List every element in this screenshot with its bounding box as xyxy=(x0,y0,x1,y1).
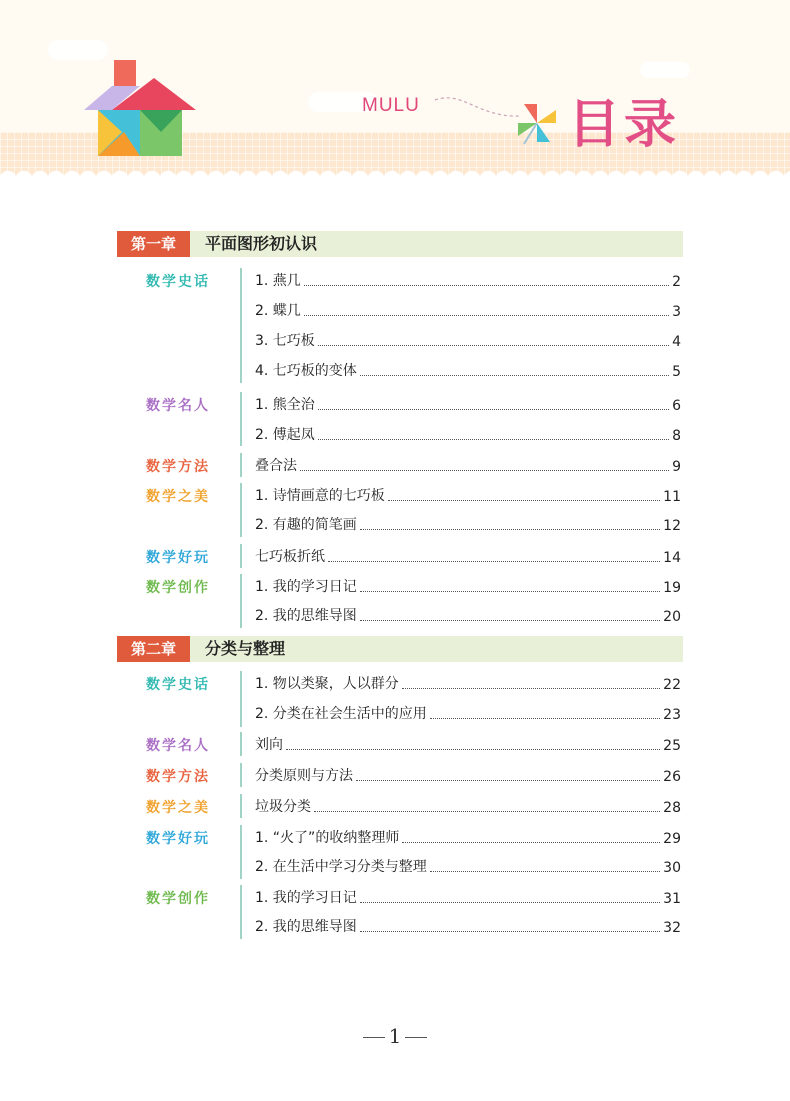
section-label: 数学方法 xyxy=(146,769,210,785)
toc-entry[interactable] xyxy=(255,330,681,350)
toc-entry[interactable] xyxy=(255,827,681,847)
toc-entry[interactable] xyxy=(255,576,681,596)
tangram-house-icon xyxy=(84,60,196,160)
toc-entry[interactable] xyxy=(255,734,681,754)
section-label: 数学之美 xyxy=(146,800,210,816)
page-number: 5 xyxy=(672,364,681,380)
section-divider xyxy=(240,671,242,727)
dot-leader xyxy=(356,779,660,781)
scallop-edge xyxy=(0,165,790,178)
tangram-pinwheel-icon xyxy=(514,100,560,146)
section-divider xyxy=(240,794,242,818)
entry-title: 垃圾分类 xyxy=(255,799,311,815)
dashed-curve xyxy=(433,88,523,128)
toc-entry[interactable] xyxy=(255,485,681,505)
entry-title: 1. 物以类聚，人以群分 xyxy=(255,676,399,692)
mulu-label: MULU xyxy=(362,95,420,116)
toc-entry[interactable] xyxy=(255,514,681,534)
cloud-decoration xyxy=(48,40,108,60)
page-number: 23 xyxy=(663,707,681,723)
chapter-title: 分类与整理 xyxy=(205,639,286,658)
toc-entry[interactable] xyxy=(255,703,681,723)
toc-entry[interactable] xyxy=(255,673,681,693)
cloud-decoration xyxy=(640,62,690,78)
section-label: 数学名人 xyxy=(146,738,210,754)
toc-entry[interactable] xyxy=(255,394,681,414)
dot-leader xyxy=(430,870,660,872)
section-label: 数学好玩 xyxy=(146,550,210,566)
dot-leader xyxy=(300,469,669,471)
page-number: 31 xyxy=(663,891,681,907)
entry-title: 2. 我的思维导图 xyxy=(255,919,357,935)
toc-entry[interactable] xyxy=(255,546,681,566)
entry-title: 2. 傅起凤 xyxy=(255,427,315,443)
page-number: 12 xyxy=(663,518,681,534)
page-footer xyxy=(0,1024,790,1048)
footer-rule xyxy=(363,1037,385,1038)
page-number: 25 xyxy=(663,738,681,754)
entry-title: 4. 七巧板的变体 xyxy=(255,363,357,379)
chapter-number: 第二章 xyxy=(117,636,190,662)
dot-leader xyxy=(328,560,660,562)
section-divider xyxy=(240,885,242,939)
entry-title: 1. 诗情画意的七巧板 xyxy=(255,488,385,504)
entry-title: 2. 在生活中学习分类与整理 xyxy=(255,859,427,875)
section-label: 数学之美 xyxy=(146,489,210,505)
page-number: 9 xyxy=(672,459,681,475)
dot-leader xyxy=(360,619,660,621)
toc-entry[interactable] xyxy=(255,270,681,290)
entry-title: 1. “火了”的收纳整理师 xyxy=(255,830,400,846)
page-number: 19 xyxy=(663,580,681,596)
section-label: 数学名人 xyxy=(146,398,210,414)
dot-leader xyxy=(318,408,669,410)
section-label: 数学方法 xyxy=(146,459,210,475)
page-number: 28 xyxy=(663,800,681,816)
page-number-footer: 1 xyxy=(388,1024,402,1048)
toc-entry[interactable] xyxy=(255,300,681,320)
toc-entry[interactable] xyxy=(255,765,681,785)
toc-entry[interactable] xyxy=(255,796,681,816)
entry-title: 1. 熊全治 xyxy=(255,397,315,413)
section-divider xyxy=(240,544,242,568)
dot-leader xyxy=(360,528,660,530)
page-number: 11 xyxy=(663,489,681,505)
page-number: 2 xyxy=(672,274,681,290)
dot-leader xyxy=(318,344,669,346)
entry-title: 1. 我的学习日记 xyxy=(255,579,357,595)
entry-title: 1. 我的学习日记 xyxy=(255,890,357,906)
toc-entry[interactable] xyxy=(255,360,681,380)
toc-entry[interactable] xyxy=(255,455,681,475)
section-label: 数学史话 xyxy=(146,677,210,693)
dot-leader xyxy=(304,284,669,286)
toc-entry[interactable] xyxy=(255,887,681,907)
entry-title: 3. 七巧板 xyxy=(255,333,315,349)
page-number: 22 xyxy=(663,677,681,693)
chapter-header xyxy=(117,231,683,257)
entry-title: 2. 我的思维导图 xyxy=(255,608,357,624)
page-number: 30 xyxy=(663,860,681,876)
section-label: 数学好玩 xyxy=(146,831,210,847)
dot-leader xyxy=(360,590,660,592)
section-divider xyxy=(240,763,242,787)
section-label: 数学史话 xyxy=(146,274,210,290)
header-banner xyxy=(0,0,790,178)
section-label: 数学创作 xyxy=(146,891,210,907)
dot-leader xyxy=(318,438,669,440)
entry-title: 2. 分类在社会生活中的应用 xyxy=(255,706,427,722)
page-title: 目录 xyxy=(568,95,681,155)
page-number: 14 xyxy=(663,550,681,566)
section-divider xyxy=(240,574,242,628)
dot-leader xyxy=(388,499,660,501)
section-label: 数学创作 xyxy=(146,580,210,596)
dot-leader xyxy=(402,841,660,843)
section-divider xyxy=(240,483,242,537)
toc-entry[interactable] xyxy=(255,916,681,936)
section-divider xyxy=(240,453,242,477)
entry-title: 刘向 xyxy=(255,737,283,753)
entry-title: 2. 蝶几 xyxy=(255,303,301,319)
page-number: 26 xyxy=(663,769,681,785)
toc-entry[interactable] xyxy=(255,856,681,876)
page-number: 32 xyxy=(663,920,681,936)
chapter-number: 第一章 xyxy=(117,231,190,257)
page-number: 6 xyxy=(672,398,681,414)
section-divider xyxy=(240,825,242,879)
toc-entry[interactable] xyxy=(255,424,681,444)
dot-leader xyxy=(314,810,660,812)
dot-leader xyxy=(402,687,660,689)
dot-leader xyxy=(286,748,660,750)
entry-title: 1. 燕几 xyxy=(255,273,301,289)
section-divider xyxy=(240,392,242,446)
page-number: 3 xyxy=(672,304,681,320)
entry-title: 分类原则与方法 xyxy=(255,768,353,784)
section-divider xyxy=(240,268,242,383)
dot-leader xyxy=(360,374,669,376)
page-number: 29 xyxy=(663,831,681,847)
toc-entry[interactable] xyxy=(255,605,681,625)
dot-leader xyxy=(430,717,660,719)
entry-title: 七巧板折纸 xyxy=(255,549,325,565)
dot-leader xyxy=(360,901,660,903)
footer-rule xyxy=(405,1037,427,1038)
page-number: 4 xyxy=(672,334,681,350)
dot-leader xyxy=(304,314,669,316)
dot-leader xyxy=(360,930,660,932)
entry-title: 叠合法 xyxy=(255,458,297,474)
page-number: 8 xyxy=(672,428,681,444)
entry-title: 2. 有趣的简笔画 xyxy=(255,517,357,533)
section-divider xyxy=(240,732,242,756)
chapter-header xyxy=(117,636,683,662)
page-number: 20 xyxy=(663,609,681,625)
chapter-title: 平面图形初认识 xyxy=(205,234,318,253)
